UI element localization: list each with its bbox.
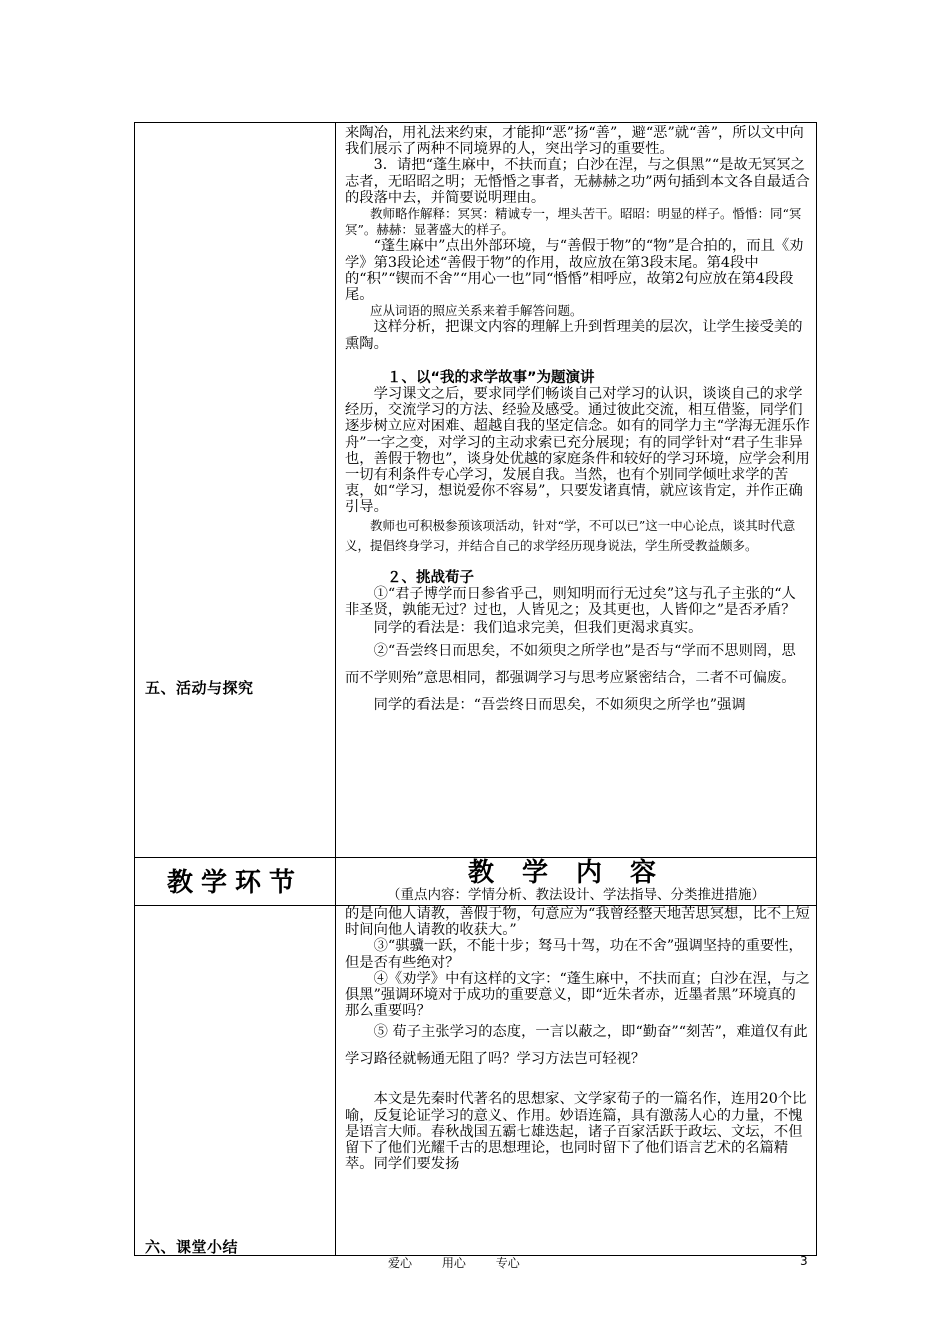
table-header-row [135, 858, 817, 906]
paragraph: 学习课文之后，要求同学们畅谈自己对学习的认识，谈谈自己的求学经历，交流学习的方法、经验及感受。通过彼此交流，相互借鉴，同学们逐步树立应对困难、超越自我的坚定信念。如有的同学力主“学海无涯乐作舟”一字之变，对学习的主动求索已充分展现；有的同学针对“君子生非异也，善假于物也”，谈身处优越的家庭条件和较好的学习环境，应学会利用一切有利条件专心学习，发展自我。当然，也有个别同学倾吐求学的苦衷，如“学习，想说爱你不容易”，只要发诸真情，就应该肯定，并作正确引导。 [345, 386, 810, 516]
paragraph: 同学的看法是：“吾尝终日而思矣，不如须臾之所学也”强调 [373, 697, 746, 714]
paragraph: ③“骐骥一跃，不能十步；驽马十驾，功在不舍”强调坚持的重要性，但是否有些绝对？ [345, 938, 803, 971]
motto-word: 爱心 [388, 1256, 413, 1270]
motto-word: 专心 [495, 1256, 520, 1270]
table-row [135, 906, 817, 1256]
section-label-cell [135, 123, 336, 858]
paragraph: 来陶冶，用礼法来约束，才能抑“恶”扬“善”，避“恶”就“善”，所以文中向我们展示了两种不同境界的人，突出学习的重要性。 [345, 125, 804, 158]
paragraph: 教师略作解释：冥冥：精诚专一，埋头苦干。昭昭：明显的样子。惛惛：同“冥冥”。赫赫：显著盛大的样子。 [345, 206, 802, 238]
paragraph: ①“君子博学而日参省乎己，则知明而行无过矣”这与孔子主张的“人非圣贤，孰能无过？过也，人皆见之；及其更也，人皆仰之”是否矛盾？ [345, 585, 796, 619]
activity-heading-1: １、以“我的求学故事”为题演讲 [387, 369, 595, 386]
header-teaching-step: 教学环节 [166, 868, 303, 898]
header-cell-left [135, 858, 336, 906]
table-row [135, 123, 817, 858]
paragraph: ⑤ 荀子主张学习的态度，一言以蔽之，即“勤奋”“刻苦”，难道仅有此学习路径就畅通无阻了吗？学习方法岂可轻视？ [345, 1024, 808, 1068]
paragraph: ④《劝学》中有这样的文字：“蓬生麻中，不扶而直；白沙在涅，与之俱黑”强调环境对于成功的重要意义，即“近朱者赤，近墨者黑”环境真的那么重要吗？ [345, 970, 810, 1020]
header-teaching-content: 教学内容 [467, 858, 684, 888]
section-content-cell [336, 906, 817, 1256]
section-content-summary [336, 906, 816, 1172]
motto-word: 用心 [441, 1256, 466, 1270]
paragraph: 本文是先秦时代著名的思想家、文学家荀子的一篇名作，连用20个比喻，反复论证学习的意义、作用。妙语连篇，具有激荡人心的力量，不愧是语言大师。春秋战国五霸七雄迭起，诸子百家活跃于政坛、文坛，不但留下了他们光耀千古的思想理论，也同时留下了他们语言艺术的名篇精萃。同学们要发扬 [345, 1091, 807, 1173]
paragraph: 同学的看法是：我们追求完美，但我们更渴求真实。 [373, 620, 703, 637]
paragraph: ②“吾尝终日而思矣，不如须臾之所学也”是否与“学而不思则罔，思而不学则殆”意思相同，都强调学习与思考应紧密结合，二者不可偏废。 [345, 643, 796, 687]
paragraph: 这样分析，把课文内容的理解上升到哲理美的层次，让学生接受美的熏陶。 [345, 319, 803, 352]
paragraph: 教师也可积极参预该项活动，针对“学，不可以已”这一中心论点，谈其时代意义，提倡终身学习，并结合自己的求学经历现身说法，学生所受教益颇多。 [345, 517, 796, 553]
footer-motto [388, 1254, 546, 1271]
header-cell-right [336, 858, 817, 906]
paragraph: “蓬生麻中”点出外部环境，与“善假于物”的“物”是合拍的，而且《劝学》第3段论述“善假于物”的作用，故应放在第3段末尾。第4段中的“积”“锲而不舍”“用心一也”同“惛惛”相呼应，故第2句应放在第4段段尾。 [345, 238, 804, 304]
section-content-cell [336, 123, 817, 858]
header-subtitle: （重点内容：学情分析、教法设计、学法指导、分类推进措施） [387, 887, 765, 903]
activity-heading-2: ２、挑战荀子 [387, 569, 474, 586]
section-content-activity [336, 123, 816, 719]
paragraph: 的是向他人请教，善假于物，句意应为“我曾经整天地苦思冥想，比不上短时间向他人请教的收获大。” [345, 906, 810, 939]
section-label-activity: 五、活动与探究 [145, 679, 254, 697]
paragraph: 3．请把“蓬生麻中，不扶而直；白沙在涅，与之俱黑”“是故无冥冥之志者，无昭昭之明；无惛惛之事者，无赫赫之功”两句插到本文各自最适合的段落中去，并简要说明理由。 [345, 157, 810, 206]
section-label-summary: 六、课堂小结 [145, 1238, 239, 1256]
page-number: 3 [800, 1254, 808, 1268]
lesson-plan-table [134, 122, 817, 1256]
paragraph: 应从词语的照应关系来着手解答问题。 [370, 303, 583, 319]
section-label-cell [135, 906, 336, 1256]
